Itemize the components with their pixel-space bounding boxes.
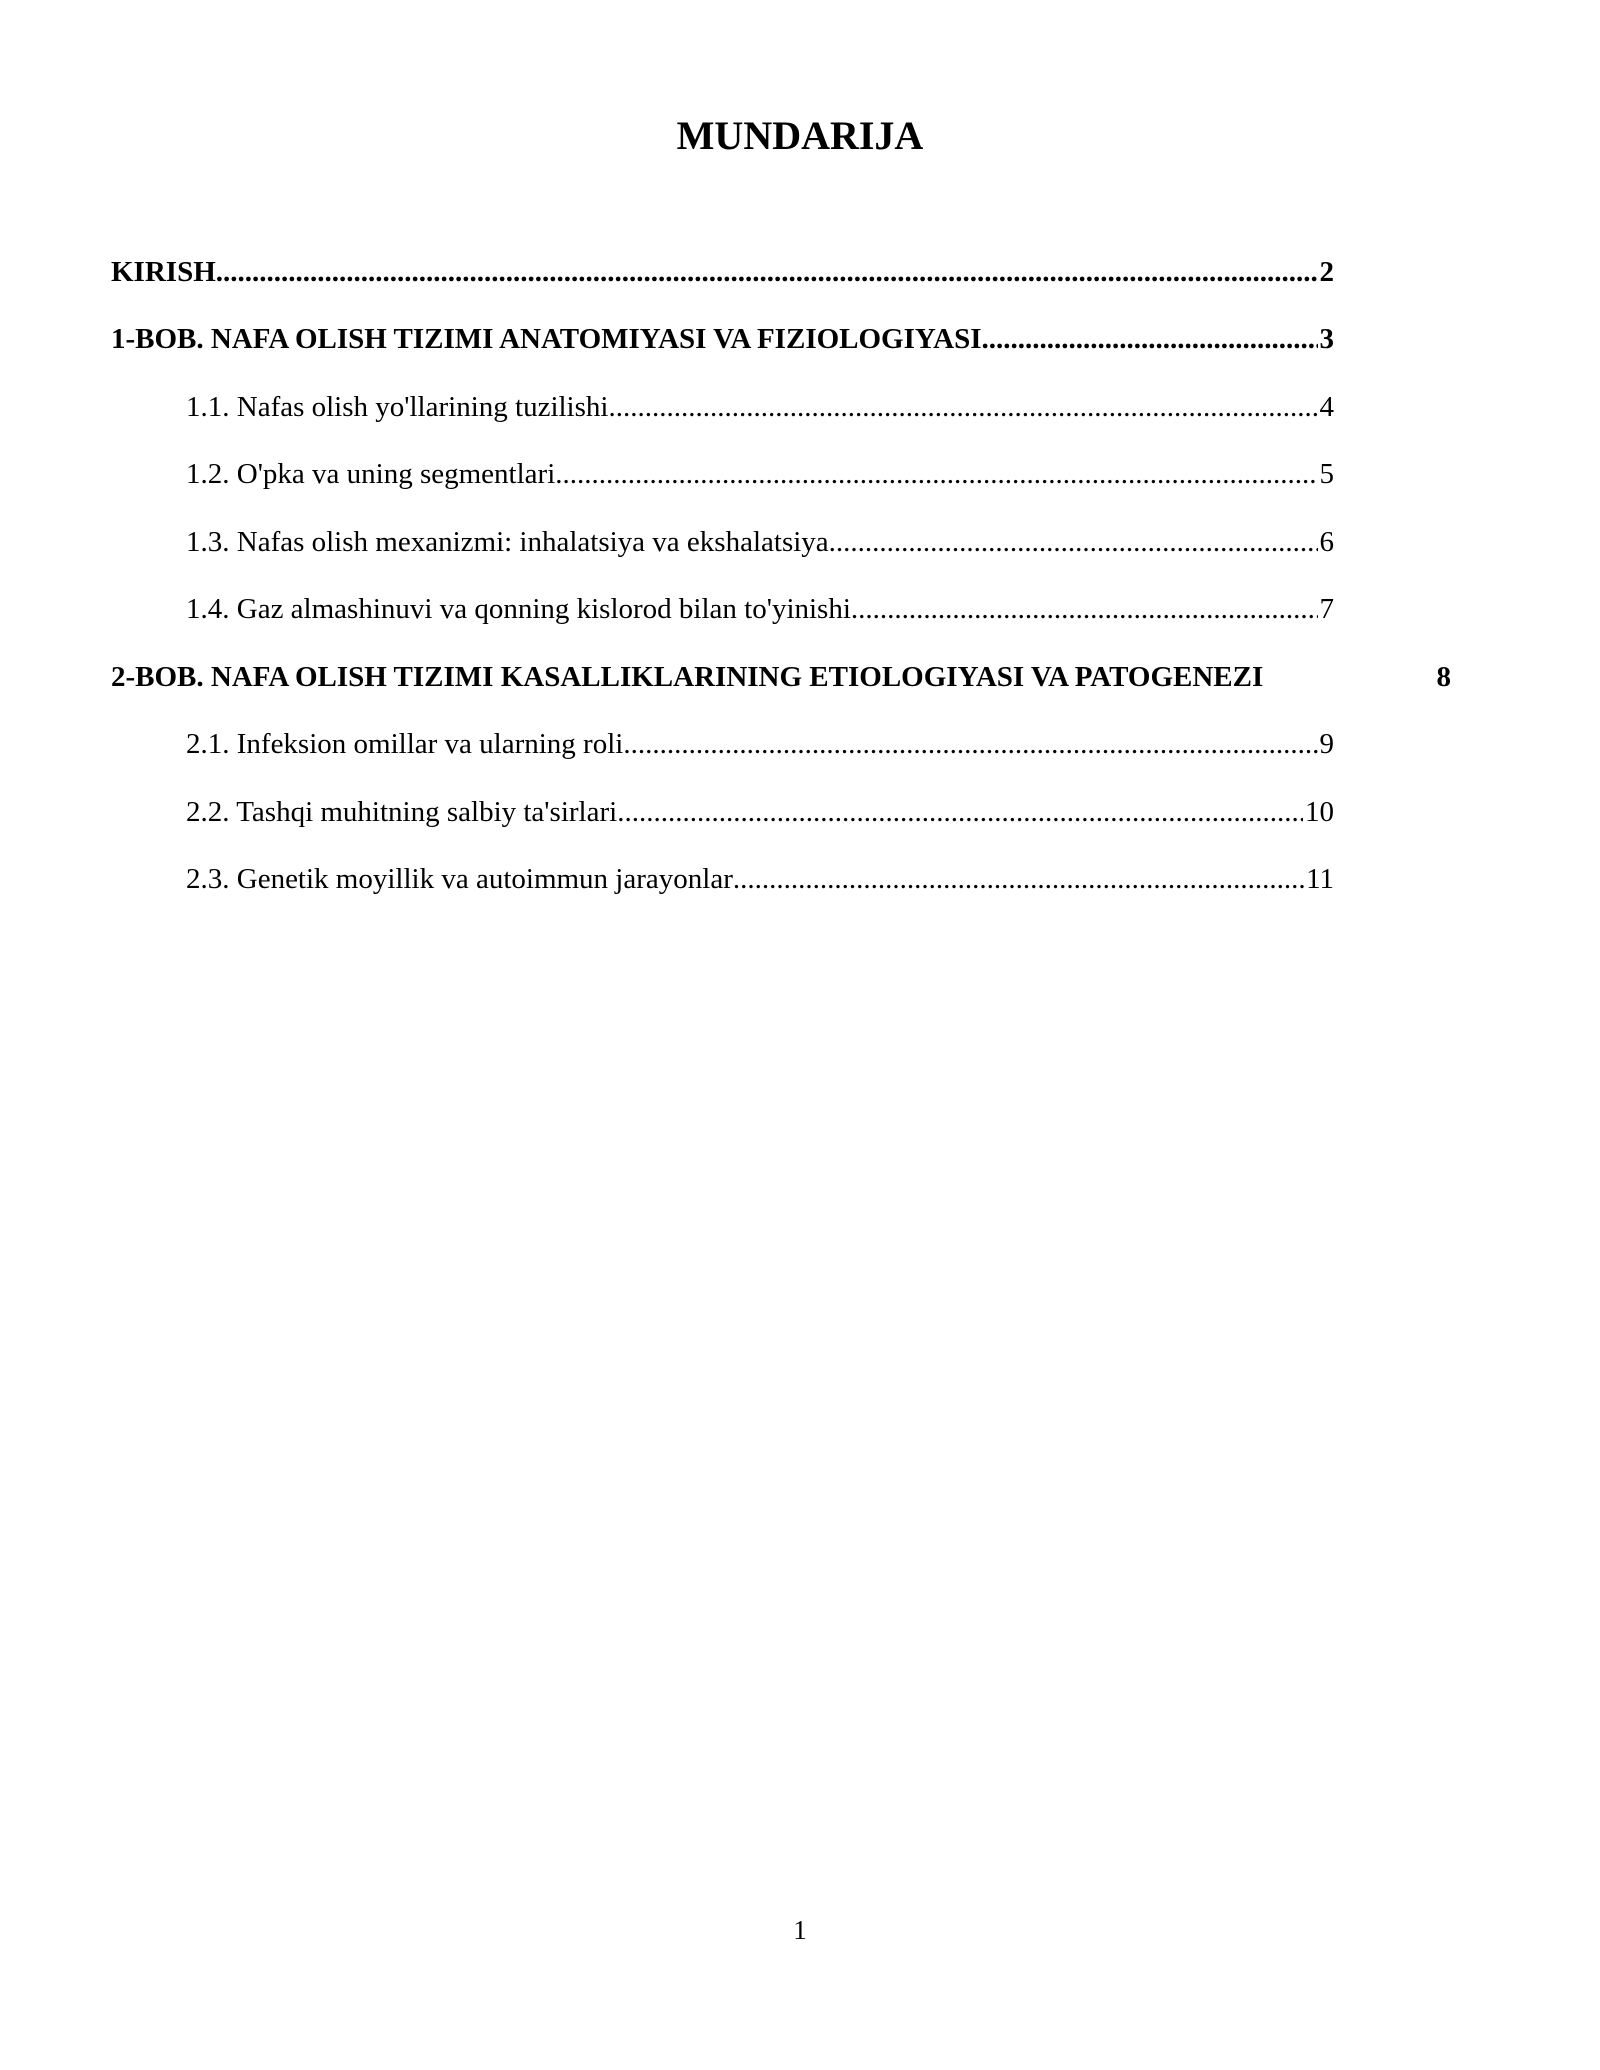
toc-entry-kirish[interactable] bbox=[111, 252, 1334, 292]
page-number: 1 bbox=[793, 1915, 807, 1945]
toc-entry-label: 1.1. Nafas olish yo'llarining tuzilishi bbox=[186, 391, 609, 423]
toc-entry-label: 2.1. Infeksion omillar va ularning roli bbox=[186, 728, 624, 760]
toc-entry-page: 5 bbox=[1319, 458, 1334, 490]
toc-entry-page: 7 bbox=[1319, 593, 1334, 625]
toc-entry-label: 2-BOB. NAFA OLISH TIZIMI KASALLIKLARINING ETIOLOGIYASI VA PATOGENEZI bbox=[111, 661, 1264, 693]
toc-dot-leader bbox=[623, 724, 1317, 764]
toc-entry-chapter-1[interactable] bbox=[111, 319, 1334, 359]
toc-entry-label: 2.2. Tashqi muhitning salbiy ta'sirlari bbox=[186, 796, 618, 828]
toc-entry-page: 2 bbox=[1319, 256, 1334, 288]
toc-entry-section-2-3[interactable] bbox=[186, 859, 1334, 899]
toc-entry-page: 9 bbox=[1319, 728, 1334, 760]
toc-dot-leader bbox=[982, 319, 1318, 359]
toc-entry-section-1-3[interactable] bbox=[186, 522, 1334, 562]
toc-entry-chapter-2[interactable] bbox=[111, 657, 1451, 697]
toc-dot-leader bbox=[216, 252, 1318, 292]
toc-entry-label: 1.4. Gaz almashinuvi va qonning kislorod bilan to'yinishi bbox=[186, 593, 851, 625]
toc-dot-leader bbox=[608, 387, 1317, 427]
toc-entry-section-1-2[interactable] bbox=[186, 454, 1334, 494]
toc-entry-section-1-1[interactable] bbox=[186, 387, 1334, 427]
toc-entry-page: 10 bbox=[1305, 796, 1334, 828]
toc-dot-leader bbox=[829, 522, 1318, 562]
toc-dot-leader bbox=[617, 792, 1303, 832]
toc-entry-page: 11 bbox=[1306, 863, 1334, 895]
toc-entry-label: 1.2. O'pka va uning segmentlari bbox=[186, 458, 556, 490]
toc-entry-label: 1.3. Nafas olish mexanizmi: inhalatsiya va ekshalatsiya bbox=[186, 526, 829, 558]
toc-entry-label: 1-BOB. NAFA OLISH TIZIMI ANATOMIYASI VA FIZIOLOGIYASI bbox=[111, 323, 982, 355]
toc-dot-leader bbox=[733, 859, 1304, 899]
toc-dot-leader bbox=[851, 589, 1318, 629]
toc-entry-page: 4 bbox=[1319, 391, 1334, 423]
toc-dot-leader bbox=[555, 454, 1317, 494]
toc-entry-label: KIRISH bbox=[111, 256, 216, 288]
toc-entry-page: 6 bbox=[1319, 526, 1334, 558]
toc-entry-section-2-2[interactable] bbox=[186, 792, 1334, 832]
toc-entry-section-1-4[interactable] bbox=[186, 589, 1334, 629]
page-title: MUNDARIJA bbox=[676, 113, 924, 158]
toc-entry-section-2-1[interactable] bbox=[186, 724, 1334, 764]
toc-entry-label: 2.3. Genetik moyillik va autoimmun jarayonlar bbox=[186, 863, 733, 895]
toc-entry-page: 8 bbox=[1436, 661, 1451, 693]
toc-entry-page: 3 bbox=[1319, 323, 1334, 355]
